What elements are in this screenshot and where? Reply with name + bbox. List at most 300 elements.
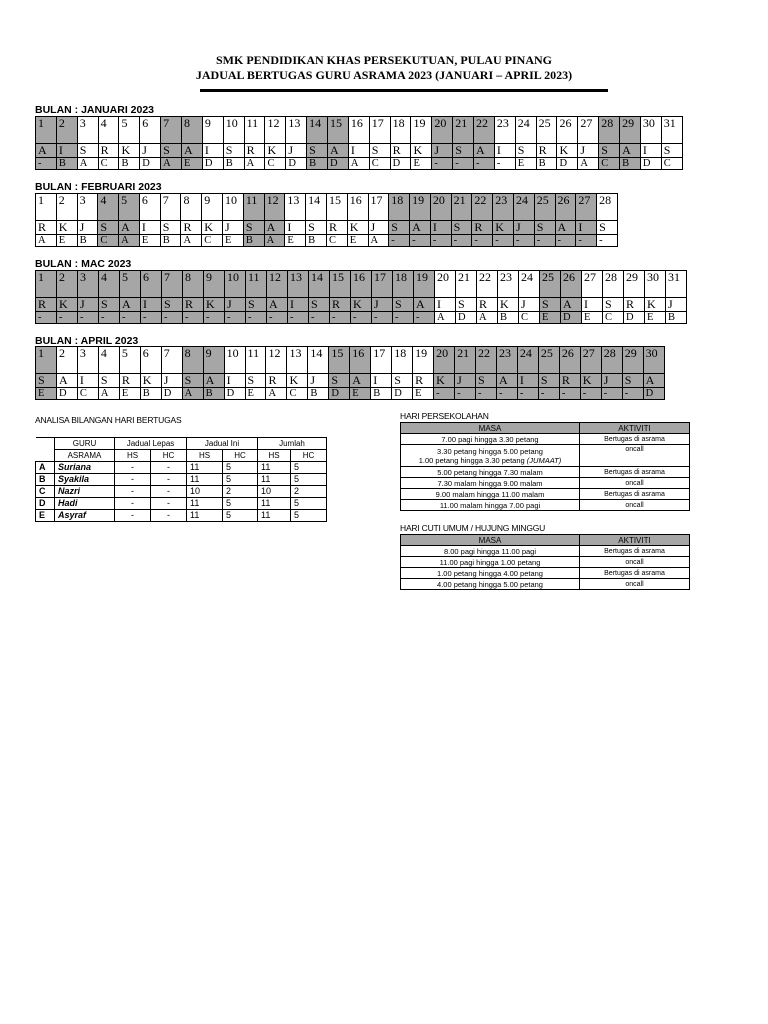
duty-code-cell: I (371, 374, 392, 388)
day-cell: 24 (517, 347, 538, 374)
day-cell: 21 (451, 194, 472, 221)
count-jum-hc: 5 (291, 498, 327, 510)
teacher-cell: C (519, 312, 540, 324)
duty-code-cell: A (120, 298, 141, 312)
day-cell: 13 (285, 194, 306, 221)
title-underline (200, 89, 608, 92)
teacher-cell: B (119, 158, 140, 170)
school-name: SMK PENDIDIKAN KHAS PERSEKUTUAN, PULAU PINANG (215, 53, 553, 67)
time-range-text: 7.30 malam hingga 9.00 malam (437, 478, 543, 488)
teacher-cell: - (225, 312, 246, 324)
day-cell: 1 (36, 117, 57, 144)
month-label-apr: BULAN : APRIL 2023 (35, 335, 139, 347)
duty-code-cell: J (161, 374, 182, 388)
teacher-cell: - (330, 312, 351, 324)
count-lepas-hs: - (115, 462, 151, 474)
day-cell: 15 (328, 117, 349, 144)
teacher-cell: E (56, 235, 77, 247)
teacher-cell: - (267, 312, 288, 324)
teacher-cell: A (266, 388, 287, 400)
duty-code-cell: S (329, 374, 350, 388)
duty-code-cell: R (472, 221, 493, 235)
duty-code-cell: K (119, 144, 140, 158)
day-cell: 30 (640, 117, 661, 144)
teacher-cell: D (286, 158, 307, 170)
teacher-cell: D (140, 158, 161, 170)
calendar-row-days (36, 117, 683, 144)
teacher-cell: B (666, 312, 687, 324)
time-range (401, 579, 580, 590)
duty-code-cell: K (434, 374, 455, 388)
day-cell: 15 (330, 271, 351, 298)
duty-code-cell: A (350, 374, 371, 388)
teacher-cell: D (640, 158, 661, 170)
duty-code-cell: J (432, 144, 453, 158)
day-cell: 11 (246, 271, 267, 298)
day-cell: 27 (582, 271, 603, 298)
calendar-january (35, 116, 683, 170)
day-cell: 29 (622, 347, 643, 374)
duty-code-cell: A (555, 221, 576, 235)
teacher-cell: B (203, 388, 224, 400)
day-cell: 18 (389, 194, 410, 221)
day-cell: 20 (435, 271, 456, 298)
day-cell: 5 (120, 271, 141, 298)
teacher-cell: - (555, 235, 576, 247)
duty-code-cell: R (119, 374, 140, 388)
teacher-cell: - (476, 388, 497, 400)
duty-code-cell: I (576, 221, 597, 235)
time-range (401, 445, 580, 467)
day-cell: 24 (513, 194, 534, 221)
day-cell: 25 (536, 117, 557, 144)
duty-code-cell: R (36, 298, 57, 312)
teacher-name: Suriana (55, 462, 115, 474)
count-jum-hs: 11 (258, 474, 291, 486)
teacher-cell: - (410, 235, 431, 247)
duty-code-cell: I (348, 144, 369, 158)
teacher-cell: D (561, 312, 582, 324)
count-lepas-hc: - (151, 486, 187, 498)
teacher-cell: - (434, 388, 455, 400)
teacher-cell: D (328, 158, 349, 170)
duty-code-cell: A (414, 298, 435, 312)
time-range (401, 434, 580, 445)
day-cell: 6 (141, 271, 162, 298)
day-cell: 15 (326, 194, 347, 221)
teacher-cell: C (265, 158, 286, 170)
teacher-cell: - (517, 388, 538, 400)
teacher-name: Hadi (55, 498, 115, 510)
duty-code-cell: S (661, 144, 682, 158)
school_days-row (401, 445, 690, 467)
teacher-cell: C (77, 388, 98, 400)
day-cell: 8 (182, 347, 203, 374)
activity: Bertugas di asrama (580, 568, 690, 579)
duty-code-cell: R (244, 144, 265, 158)
duty-code-cell: K (265, 144, 286, 158)
duty-code-cell: R (98, 144, 119, 158)
teacher-cell: E (182, 158, 203, 170)
duty-code-cell: K (493, 221, 514, 235)
day-cell: 1 (36, 271, 57, 298)
count-ini-hs: 11 (187, 462, 223, 474)
duty-code-cell: S (160, 221, 181, 235)
duty-code-cell: A (410, 221, 431, 235)
time-range-text: 11.00 pagi hingga 1.00 petang (439, 557, 541, 567)
day-cell: 1 (36, 347, 57, 374)
day-cell: 3 (77, 117, 98, 144)
calendar-row-row1 (36, 374, 665, 388)
day-cell: 14 (308, 347, 329, 374)
count-ini-hc: 5 (223, 474, 258, 486)
teacher-cell: D (56, 388, 77, 400)
duty-code-cell: A (643, 374, 664, 388)
teacher-cell: E (139, 235, 160, 247)
count-jum-hc: 5 (291, 474, 327, 486)
teacher-cell: B (140, 388, 161, 400)
teacher-cell: D (643, 388, 664, 400)
time-range (401, 557, 580, 568)
duty-code-cell: S (309, 298, 330, 312)
day-cell: 7 (161, 347, 182, 374)
teacher-cell: A (77, 158, 98, 170)
teacher-cell: - (309, 312, 330, 324)
time-range (401, 568, 580, 579)
month-label-feb: BULAN : FEBRUARI 2023 (35, 181, 162, 193)
count-jum-hc: 5 (291, 510, 327, 522)
time-range-text: 7.00 pagi hingga 3.30 petang (441, 434, 539, 444)
duty-code-cell: R (536, 144, 557, 158)
day-cell: 28 (603, 271, 624, 298)
teacher-cell: D (557, 158, 578, 170)
duty-code-cell: R (181, 221, 202, 235)
day-cell: 27 (580, 347, 601, 374)
time-range-text: 11.00 malam hingga 7.00 pagi (439, 500, 541, 510)
head-jadual-lepas: Jadual Lepas (115, 438, 187, 450)
duty-code-cell: A (36, 144, 57, 158)
duty-code-cell: J (455, 374, 476, 388)
day-cell: 16 (347, 194, 368, 221)
teacher-cell: C (98, 235, 119, 247)
count-jum-hc: 2 (291, 486, 327, 498)
teacher-cell: A (477, 312, 498, 324)
day-cell: 23 (496, 347, 517, 374)
duty-code-cell: J (140, 144, 161, 158)
count-jum-hc: 5 (291, 462, 327, 474)
teacher-cell: - (78, 312, 99, 324)
teacher-cell: - (246, 312, 267, 324)
teacher-id: E (36, 510, 55, 522)
calendar-row-days (36, 347, 665, 374)
time-range (401, 489, 580, 500)
duty-code-cell: S (389, 221, 410, 235)
day-cell: 18 (392, 347, 413, 374)
duty-code-cell: S (245, 374, 266, 388)
day-cell: 14 (306, 194, 327, 221)
teacher-cell: A (182, 388, 203, 400)
activity: Bertugas di asrama (580, 467, 690, 478)
count-lepas-hc: - (151, 474, 187, 486)
day-cell: 29 (620, 117, 641, 144)
duty-code-cell: S (99, 298, 120, 312)
month-label-jan: BULAN : JANUARI 2023 (35, 104, 155, 116)
teacher-cell: D (390, 158, 411, 170)
teacher-cell: - (597, 235, 618, 247)
teacher-name: Asyraf (55, 510, 115, 522)
teacher-cell: - (559, 388, 580, 400)
duty-code-cell: K (204, 298, 225, 312)
day-cell: 17 (369, 117, 390, 144)
school-head-aktiviti: AKTIVITI (580, 423, 690, 434)
duty-code-cell: I (224, 374, 245, 388)
teacher-id: B (36, 474, 55, 486)
duty-code-cell: S (306, 221, 327, 235)
duty-code-cell: R (183, 298, 204, 312)
duty-code-cell: I (640, 144, 661, 158)
calendar-row-days (36, 271, 687, 298)
calendar-february (35, 193, 618, 247)
duty-code-cell: J (601, 374, 622, 388)
day-cell: 14 (309, 271, 330, 298)
duty-code-cell: A (203, 374, 224, 388)
analysis-row (36, 486, 327, 498)
count-jum-hs: 11 (258, 498, 291, 510)
teacher-cell: - (453, 158, 474, 170)
analysis-row (36, 474, 327, 486)
day-cell: 14 (307, 117, 328, 144)
teacher-cell: - (36, 312, 57, 324)
duty-code-cell: R (330, 298, 351, 312)
teacher-cell: - (204, 312, 225, 324)
time-range-friday (403, 456, 577, 465)
teacher-cell: D (624, 312, 645, 324)
teacher-cell: A (98, 388, 119, 400)
day-cell: 7 (162, 271, 183, 298)
holiday-table (400, 534, 690, 590)
analysis-row (36, 498, 327, 510)
day-cell: 19 (414, 271, 435, 298)
activity: Bertugas di asrama (580, 489, 690, 500)
day-cell: 29 (624, 271, 645, 298)
day-cell: 3 (77, 194, 98, 221)
teacher-cell: - (288, 312, 309, 324)
day-cell: 9 (204, 271, 225, 298)
duty-code-cell: A (496, 374, 517, 388)
day-cell: 22 (472, 194, 493, 221)
teacher-cell: - (162, 312, 183, 324)
day-cell: 13 (288, 271, 309, 298)
school_days-row (401, 489, 690, 500)
day-cell: 17 (372, 271, 393, 298)
duty-code-cell: K (645, 298, 666, 312)
time-range-text: 5.00 petang hingga 7.30 malam (437, 467, 543, 477)
teacher-cell: E (645, 312, 666, 324)
day-cell: 12 (264, 194, 285, 221)
duty-code-cell: S (392, 374, 413, 388)
head-jumlah-hs: HS (258, 450, 291, 462)
duty-code-cell: I (430, 221, 451, 235)
count-ini-hs: 11 (187, 474, 223, 486)
teacher-cell: E (285, 235, 306, 247)
head-jumlah-hc: HC (291, 450, 327, 462)
day-cell: 3 (78, 271, 99, 298)
duty-code-cell: S (223, 144, 244, 158)
duty-code-cell: S (515, 144, 536, 158)
head-lepas-hs: HS (115, 450, 151, 462)
duty-code-cell: S (599, 144, 620, 158)
duty-code-cell: R (326, 221, 347, 235)
day-cell: 5 (119, 117, 140, 144)
day-cell: 21 (456, 271, 477, 298)
day-cell: 22 (474, 117, 495, 144)
calendar-row-row2 (36, 235, 618, 247)
duty-code-cell: K (140, 374, 161, 388)
teacher-cell: - (576, 235, 597, 247)
duty-code-cell: J (308, 374, 329, 388)
day-cell: 6 (140, 347, 161, 374)
duty-code-cell: A (264, 221, 285, 235)
duty-code-cell: S (182, 374, 203, 388)
teacher-cell: - (432, 158, 453, 170)
teacher-cell: - (36, 158, 57, 170)
duty-code-cell: J (223, 221, 244, 235)
teacher-cell: A (578, 158, 599, 170)
duty-code-cell: A (620, 144, 641, 158)
duty-code-cell: I (435, 298, 456, 312)
teacher-cell: E (515, 158, 536, 170)
teacher-cell: C (369, 158, 390, 170)
teacher-cell: - (474, 158, 495, 170)
duty-code-cell: S (393, 298, 414, 312)
analysis-table (35, 437, 327, 522)
teacher-cell: A (36, 235, 57, 247)
holiday-head-aktiviti: AKTIVITI (580, 535, 690, 546)
duty-code-cell: J (372, 298, 393, 312)
day-cell: 18 (390, 117, 411, 144)
calendar-april (35, 346, 665, 400)
activity: oncall (580, 478, 690, 489)
day-cell: 6 (139, 194, 160, 221)
duty-code-cell: A (182, 144, 203, 158)
time-range-text: 9.00 malam hingga 11.00 malam (435, 489, 545, 499)
duty-code-cell: S (622, 374, 643, 388)
teacher-cell: - (99, 312, 120, 324)
school_days-row (401, 434, 690, 445)
count-lepas-hc: - (151, 498, 187, 510)
teacher-cell: - (534, 235, 555, 247)
teacher-cell: E (245, 388, 266, 400)
activity: oncall (580, 579, 690, 590)
day-cell: 10 (225, 271, 246, 298)
teacher-cell: - (372, 312, 393, 324)
school-days-title: HARI PERSEKOLAHAN (400, 411, 489, 421)
calendar-row-row2 (36, 158, 683, 170)
day-cell: 8 (183, 271, 204, 298)
duty-code-cell: J (368, 221, 389, 235)
school_days-row (401, 500, 690, 511)
day-cell: 11 (244, 117, 265, 144)
duty-code-cell: S (98, 374, 119, 388)
document-header (0, 53, 768, 83)
teacher-cell: - (538, 388, 559, 400)
teacher-cell: A (119, 235, 140, 247)
teacher-cell: E (411, 158, 432, 170)
teacher-cell: D (329, 388, 350, 400)
teacher-cell: B (307, 158, 328, 170)
activity: oncall (580, 500, 690, 511)
day-cell: 15 (329, 347, 350, 374)
duty-code-cell: S (476, 374, 497, 388)
teacher-cell: A (161, 158, 182, 170)
duty-code-cell: I (517, 374, 538, 388)
day-cell: 13 (287, 347, 308, 374)
day-cell: 4 (99, 271, 120, 298)
duty-code-cell: R (413, 374, 434, 388)
day-cell: 28 (597, 194, 618, 221)
head-guru: GURU (55, 438, 115, 450)
teacher-cell: - (351, 312, 372, 324)
day-cell: 2 (56, 347, 77, 374)
day-cell: 21 (453, 117, 474, 144)
teacher-cell: D (161, 388, 182, 400)
duty-code-cell: I (494, 144, 515, 158)
teacher-cell: C (603, 312, 624, 324)
teacher-cell: B (536, 158, 557, 170)
duty-code-cell: K (351, 298, 372, 312)
day-cell: 26 (561, 271, 582, 298)
duty-code-cell: K (580, 374, 601, 388)
day-cell: 4 (98, 194, 119, 221)
day-cell: 10 (224, 347, 245, 374)
day-cell: 26 (555, 194, 576, 221)
duty-code-cell: S (307, 144, 328, 158)
time-range (401, 500, 580, 511)
day-cell: 2 (56, 194, 77, 221)
teacher-cell: - (430, 235, 451, 247)
teacher-cell: D (202, 158, 223, 170)
teacher-cell: C (287, 388, 308, 400)
duty-code-cell: R (390, 144, 411, 158)
count-ini-hs: 11 (187, 498, 223, 510)
day-cell: 9 (203, 347, 224, 374)
time-range (401, 467, 580, 478)
day-cell: 1 (36, 194, 57, 221)
day-cell: 10 (223, 117, 244, 144)
teacher-cell: - (494, 158, 515, 170)
teacher-cell: B (77, 235, 98, 247)
teacher-cell: - (393, 312, 414, 324)
calendar-row-days (36, 194, 618, 221)
day-cell: 12 (265, 117, 286, 144)
duty-code-cell: K (56, 221, 77, 235)
teacher-cell: C (98, 158, 119, 170)
duty-code-cell: S (161, 144, 182, 158)
day-cell: 17 (368, 194, 389, 221)
duty-code-cell: S (597, 221, 618, 235)
day-cell: 4 (98, 117, 119, 144)
holiday-row (401, 568, 690, 579)
day-cell: 16 (351, 271, 372, 298)
day-cell: 7 (160, 194, 181, 221)
duty-code-cell: J (513, 221, 534, 235)
teacher-cell: - (414, 312, 435, 324)
head-ini-hs: HS (187, 450, 223, 462)
day-cell: 28 (601, 347, 622, 374)
calendar-row-row1 (36, 221, 618, 235)
day-cell: 16 (348, 117, 369, 144)
duty-code-cell: S (98, 221, 119, 235)
